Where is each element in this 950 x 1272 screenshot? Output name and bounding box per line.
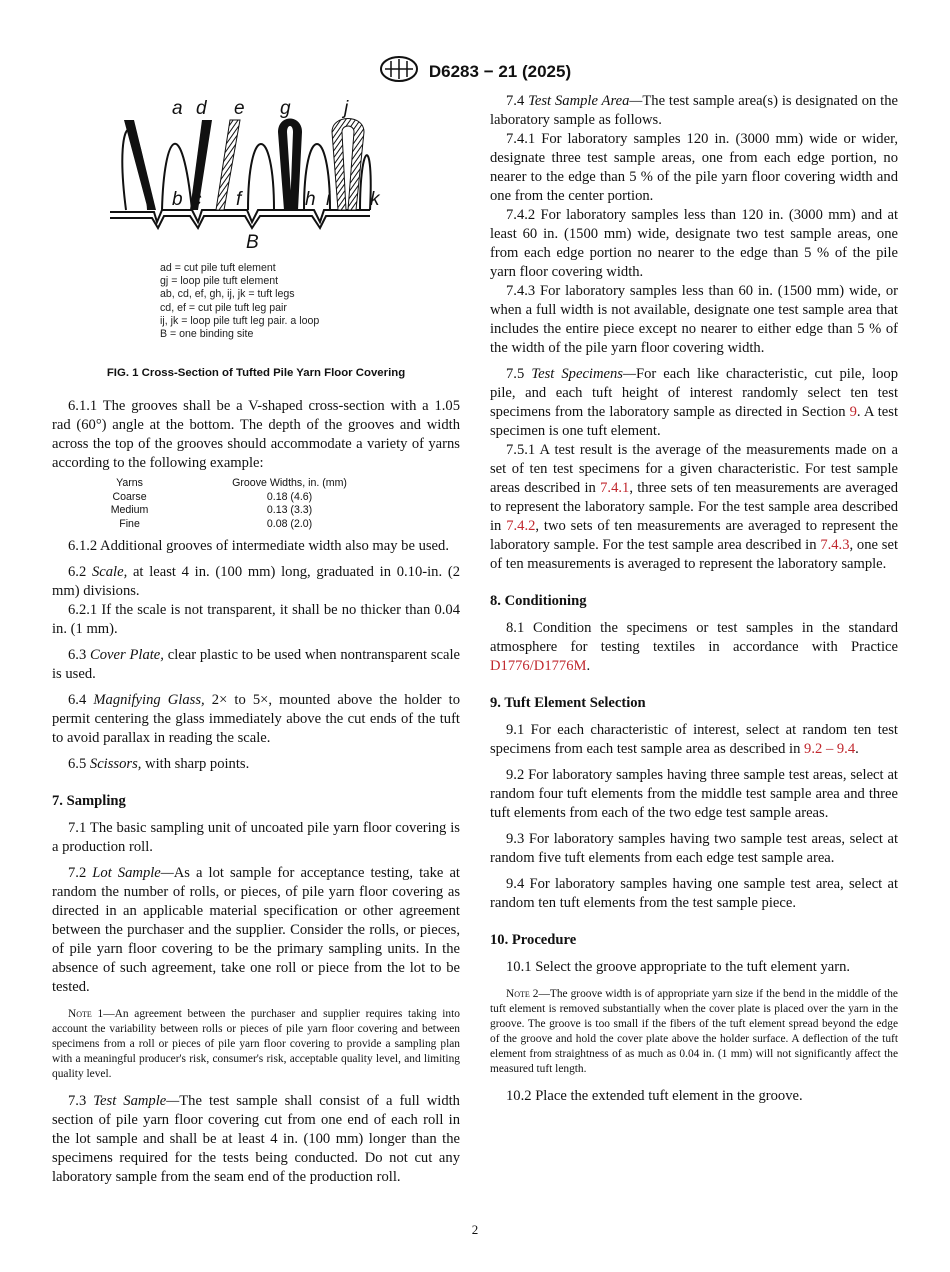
para-7-5-1: 7.5.1 A test result is the average of the measurements made on a set of ten test specimens for a given characteristic. For test sample areas described in 7.4.1, three sets of ten measurements are averaged to represent the laboratory sample. For the test sample area described in 7.4.2, two sets of ten measurements are averaged to represent the laboratory sample. For the test sample area described in 7.4.3, one set of ten measurements is averaged to represent the laboratory sample. <box>490 442 899 572</box>
legend-line: ij, jk = loop pile tuft leg pair. a loop <box>160 314 320 327</box>
right-column <box>490 92 898 1113</box>
figure-caption: FIG. 1 Cross-Section of Tufted Pile Yarn Floor Covering <box>106 367 406 379</box>
para-6-2-1: 6.2.1 If the scale is not transparent, it shall be no thicker than 0.04 in. (1 mm). <box>52 602 460 637</box>
label-f: f <box>236 189 242 210</box>
note-1: Note 1—An agreement between the purchaser and supplier requires taking into account the variability between rolls or pieces of pile yarn floor covering and between specimens from a roll or pieces of pile yarn floor covering to provide a sampling plan with a meaningful producer's risk, consumer's risk, acceptable quality level, and limiting quality level. <box>52 1008 460 1080</box>
legend-line: ad = cut pile tuft element <box>160 262 276 274</box>
section-heading-9: 9. Tuft Element Selection <box>490 695 646 711</box>
figure-legend <box>160 262 319 341</box>
table-header: Yarns <box>116 477 143 489</box>
table-cell: 0.13 (3.3) <box>266 504 313 516</box>
para-6-1-2: 6.1.2 Additional grooves of intermediate width also may be used. <box>68 538 449 554</box>
page-header <box>0 56 950 87</box>
label-g: g <box>280 98 291 119</box>
para-6-2: 6.2 Scale, at least 4 in. (100 mm) long, graduated in 0.10-in. (2 mm) divisions. <box>52 564 460 599</box>
astm-logo-icon <box>379 56 419 87</box>
page-number: 2 <box>471 1222 479 1237</box>
label-binding-site: B <box>246 232 259 253</box>
para-7-5: 7.5 Test Specimens—For each like characteristic, cut pile, loop pile, and each tuft height of interest randomly select ten test specimens from the laboratory sample as directed in Section 9. A test specimen is one tuft element. <box>490 366 898 439</box>
para-9-4: 9.4 For laboratory samples having one sample test area, select at random ten tuft elements from the test sample piece. <box>490 876 898 911</box>
ref-7-4-3-link[interactable]: 7.4.3 <box>820 537 850 553</box>
label-b: b <box>172 189 183 210</box>
section-9-link[interactable]: 9 <box>849 404 857 420</box>
table-header-row <box>90 477 410 491</box>
legend-line: ab, cd, ef, gh, ij, jk = tuft legs <box>160 288 295 301</box>
legend-line: B = one binding site <box>160 328 254 341</box>
label-k: k <box>370 189 380 210</box>
d1776-link[interactable]: D1776/D1776M <box>490 658 587 674</box>
label-j: j <box>344 98 349 119</box>
table-cell: Coarse <box>112 490 147 503</box>
para-9-3: 9.3 For laboratory samples having two sample test areas, select at random five tuft elements from each edge test sample area. <box>490 831 898 866</box>
legend-line: gj = loop pile tuft element <box>160 275 279 288</box>
legend-line: cd, ef = cut pile tuft leg pair <box>160 301 287 314</box>
note-2: Note 2—The groove width is of appropriate yarn size if the bend in the middle of the tuft element is removed substantially when the cover plate is placed over the yarn in the groove. The groove is too small if the fibers of the tuft element spread beyond the edge of the groove and hold the cover plate above the holder surface. A deflection of the tuft element from straightness of as much as 0.04 in. (1 mm) will not significantly affect the measured tuft length. <box>490 988 898 1075</box>
para-9-1: 9.1 For each characteristic of interest, select at random ten test specimens from each test sample area as described in 9.2 – 9.4. <box>490 722 898 757</box>
para-10-1: 10.1 Select the groove appropriate to the tuft element yarn. <box>506 959 851 975</box>
table-cell: Fine <box>119 517 140 530</box>
para-6-3: 6.3 Cover Plate, clear plastic to be used when nontransparent scale is used. <box>52 647 460 682</box>
para-7-4-2: 7.4.2 For laboratory samples less than 120 in. (3000 mm) and at least 60 in. (1500 mm) wide, designate two test sample areas, one from each edge portion no nearer to the edge than 5 % of the pile yarn floor covering width. <box>490 207 898 280</box>
para-7-1: 7.1 The basic sampling unit of uncoated pile yarn floor covering is a production roll. <box>52 820 460 855</box>
para-7-4-3: 7.4.3 For laboratory samples less than 60 in. (1500 mm) wide, or when a full width is not available, designate one test sample area that includes the entire piece except no nearer to either edge than 5 % of the width of the pile yarn floor covering width. <box>490 283 898 356</box>
ref-7-4-2-link[interactable]: 7.4.2 <box>506 518 536 534</box>
label-i: i <box>326 189 331 210</box>
figure-1 <box>52 92 460 360</box>
table-row <box>90 518 410 532</box>
para-7-2: 7.2 Lot Sample—As a lot sample for acceptance testing, take at random the number of rolls, or pieces, of pile yarn floor covering as directed in an applicable material specification or other agreement between the purchaser and the supplier. Consider the rolls, or pieces, of pile yarn floor covering to be the primary sampling units. In the absence of such agreement, take one roll or piece from the lot to be tested. <box>52 865 460 995</box>
para-8-1: 8.1 Condition the specimens or test samples in the standard atmosphere for testing textiles in accordance with Practice D1776/D1776M. <box>490 620 898 674</box>
ref-9-2-9-4-link[interactable]: 9.2 – 9.4 <box>804 741 856 757</box>
para-9-2: 9.2 For laboratory samples having three sample test areas, select at random four tuft elements from the middle test sample area and three tuft elements from each of the two edge test sample areas. <box>490 767 898 821</box>
table-row <box>90 491 410 505</box>
label-d: d <box>196 98 207 119</box>
section-heading-10: 10. Procedure <box>490 932 577 948</box>
label-h: h <box>305 189 316 210</box>
label-e: e <box>234 98 245 119</box>
table-cell: 0.18 (4.6) <box>266 490 313 503</box>
table-cell: Medium <box>110 504 149 516</box>
para-10-2: 10.2 Place the extended tuft element in the groove. <box>506 1088 803 1104</box>
para-7-4-1: 7.4.1 For laboratory samples 120 in. (3000 mm) wide or wider, designate three test sample areas, one from each edge portion, no nearer to the edge than 5 % of the pile yarn floor covering width and one from the center portion. <box>490 131 898 204</box>
groove-width-table <box>90 477 410 531</box>
para-6-1-1: 6.1.1 The grooves shall be a V-shaped cross-section with a 1.05 rad (60°) angle at the bottom. The depth of the grooves and width across the top of the grooves should accommodate a variety of yarns according to the following example: <box>52 398 460 471</box>
section-heading-8: 8. Conditioning <box>490 593 587 609</box>
para-6-4: 6.4 Magnifying Glass, 2× to 5×, mounted above the holder to permit centering the glass immediately above the cut ends of the tuft to avoid parallax in reading the scale. <box>52 692 460 746</box>
table-header: Groove Widths, in. (mm) <box>232 477 347 489</box>
para-7-4: 7.4 Test Sample Area—The test sample area(s) is designated on the laboratory sample as follows. <box>490 93 898 128</box>
ref-7-4-1-link[interactable]: 7.4.1 <box>600 480 630 496</box>
label-a: a <box>172 98 183 119</box>
table-cell: 0.08 (2.0) <box>266 517 313 530</box>
document-id: D6283 − 21 (2025) <box>428 61 572 81</box>
label-c: c <box>192 189 202 210</box>
para-7-3: 7.3 Test Sample—The test sample shall consist of a full width section of pile yarn floor covering cut from one end of each roll in the lot sample and shall be at least 4 in. (100 mm) longer than the specimens required for the tests being conducted. Do not cut any laboratory sample from the seam end of the production roll. <box>52 1093 460 1185</box>
section-heading-7: 7. Sampling <box>52 793 126 809</box>
para-6-5: 6.5 Scissors, with sharp points. <box>68 756 250 772</box>
table-row <box>90 504 410 518</box>
left-column <box>52 92 460 1194</box>
